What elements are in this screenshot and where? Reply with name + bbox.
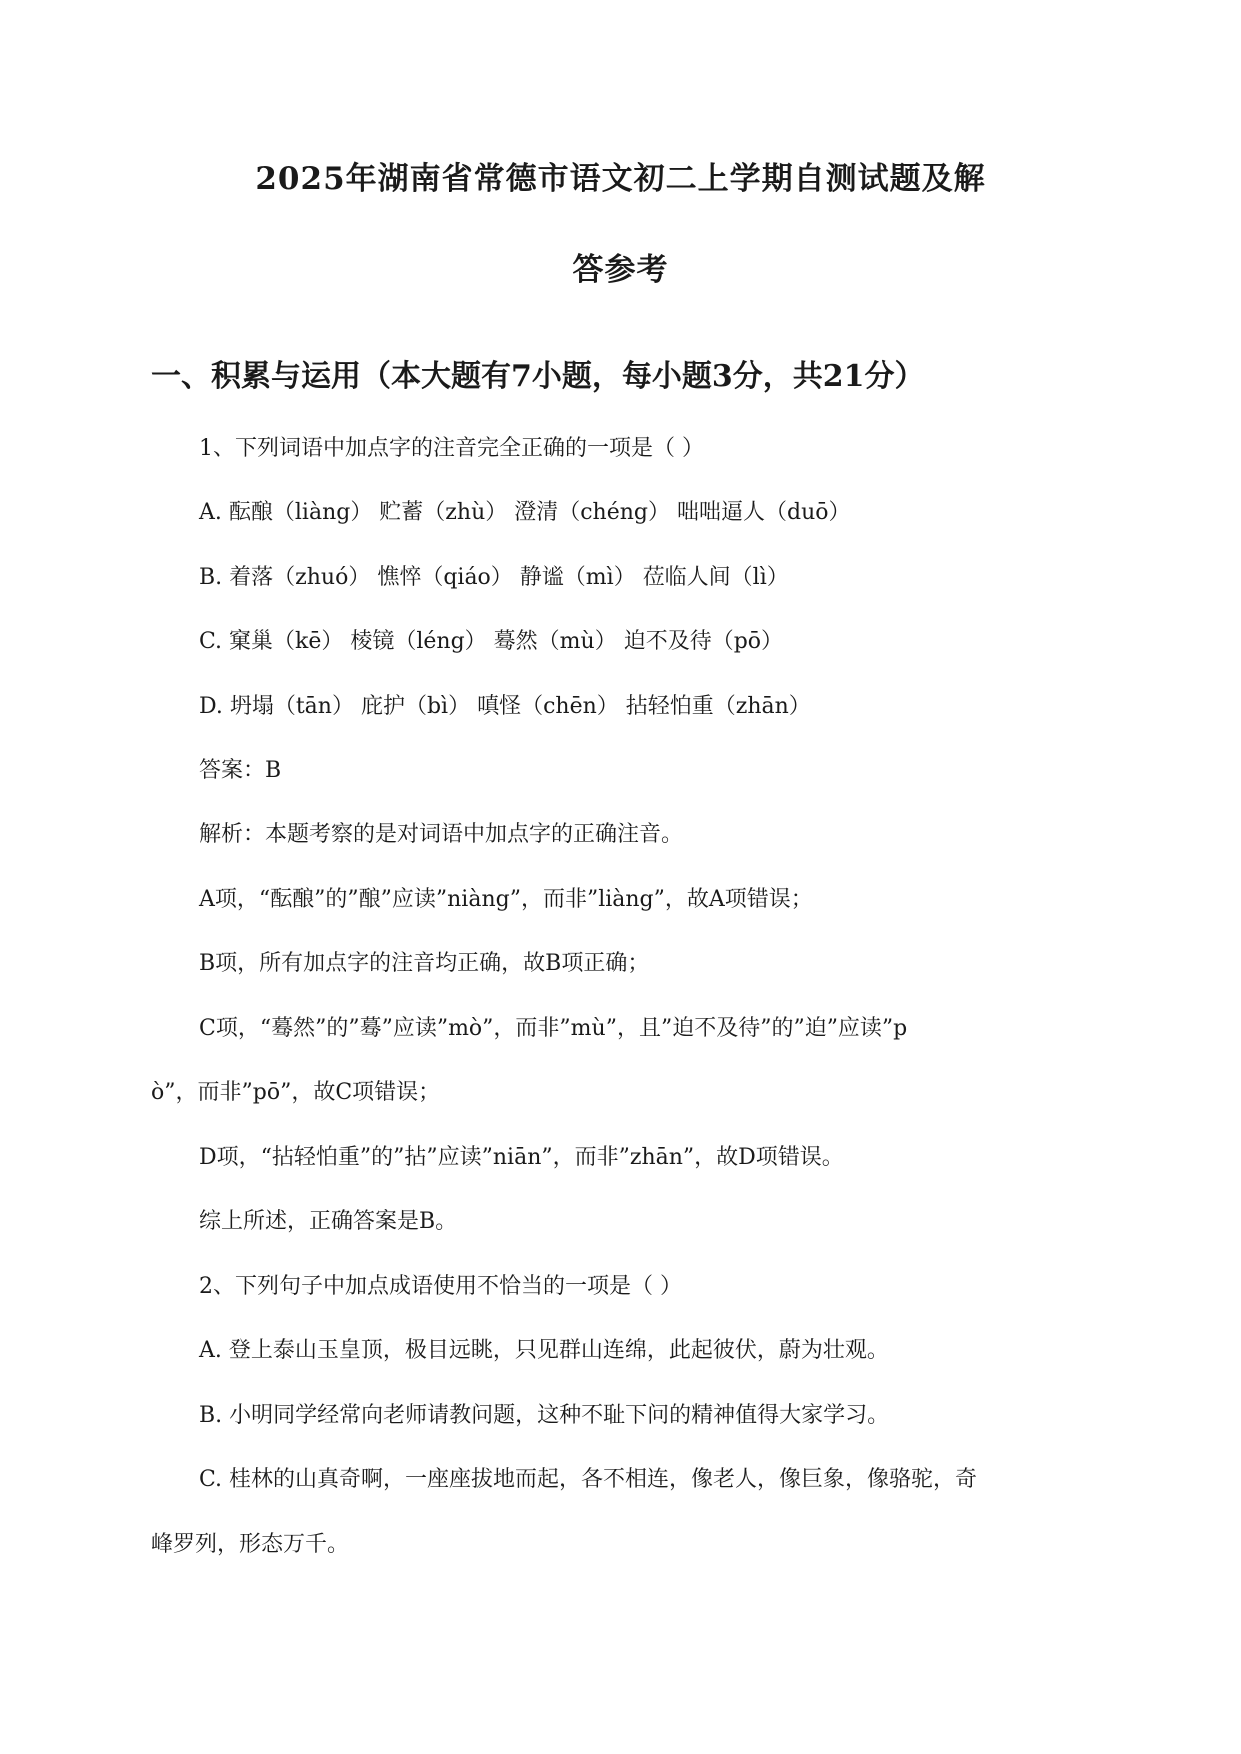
question-1-option-c: C. 窠巢（kē） 棱镜（léng） 蓦然（mù） 迫不及待（pō） [199,629,784,654]
question-1-explanation-d: D项，“拈轻怕重”的”拈”应读”niān”，而非”zhān”，故D项错误。 [199,1145,844,1170]
section-heading: 一、积累与运用（本大题有7小题，每小题3分，共21分） [151,359,925,394]
document-title-continued: 答参考 [572,252,669,288]
document-title: 2025年湖南省常德市语文初二上学期自测试题及解 [255,161,986,197]
question-1-summary: 综上所述，正确答案是B。 [199,1209,458,1234]
question-1-stem: 1、下列词语中加点字的注音完全正确的一项是（ ） [199,436,704,461]
question-1-explanation-a: A项，“酝酿”的”酿”应读”niàng”，而非”liàng”，故A项错误； [199,887,813,912]
question-2-option-a: A. 登上泰山玉皇顶，极目远眺，只见群山连绵，此起彼伏，蔚为壮观。 [199,1338,889,1363]
question-2-option-c: C. 桂林的山真奇啊，一座座拔地而起，各不相连，像老人，像巨象，像骆驼，奇 [199,1467,978,1492]
question-1-answer: 答案：B [199,758,282,783]
question-1-option-d: D. 坍塌（tān） 庇护（bì） 嗔怪（chēn） 拈轻怕重（zhān） [199,694,811,719]
question-1-analysis: 解析：本题考察的是对词语中加点字的正确注音。 [199,822,684,847]
question-2-stem: 2、下列句子中加点成语使用不恰当的一项是（ ） [199,1274,682,1299]
question-2-option-c-continued: 峰罗列，形态万千。 [151,1532,350,1557]
question-2-option-b: B. 小明同学经常向老师请教问题，这种不耻下问的精神值得大家学习。 [199,1403,890,1428]
question-1-option-b: B. 着落（zhuó） 憔悴（qiáo） 静谧（mì） 莅临人间（lì） [199,565,789,590]
question-1-explanation-b: B项，所有加点字的注音均正确，故B项正确； [199,951,650,976]
question-1-explanation-c: C项，“蓦然”的”蓦”应读”mò”，而非”mù”，且”迫不及待”的”迫”应读”p [199,1016,908,1041]
question-1-explanation-c-continued: ò”，而非”pō”，故C项错误； [151,1080,441,1105]
question-1-option-a: A. 酝酿（liàng） 贮蓄（zhù） 澄清（chéng） 咄咄逼人（duō） [199,500,851,525]
